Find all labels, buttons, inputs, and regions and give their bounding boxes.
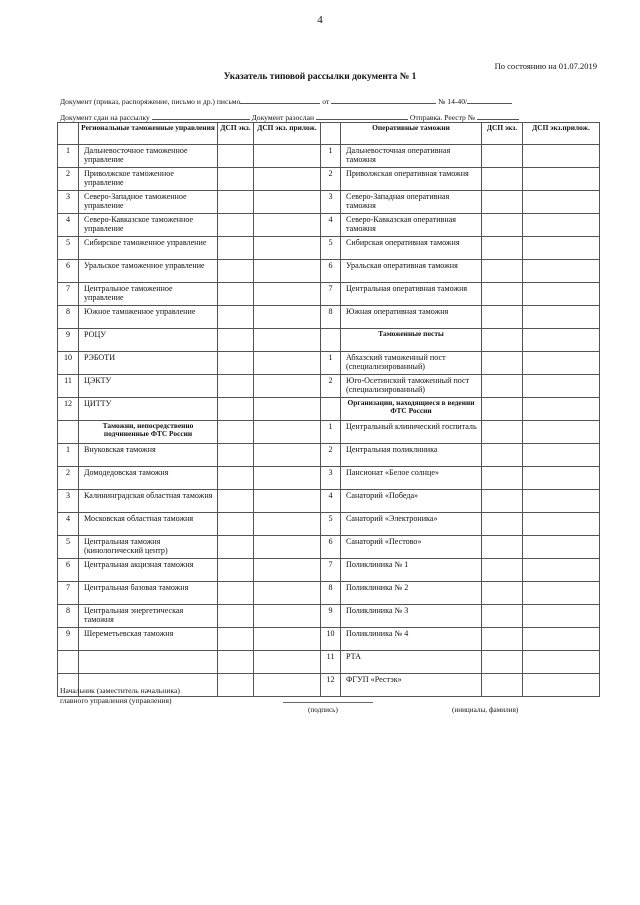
left-dsp-attachments-cell[interactable] xyxy=(254,628,321,651)
left-dsp-attachments-cell[interactable] xyxy=(254,168,321,191)
left-row-number: 9 xyxy=(58,628,79,651)
left-dsp-attachments-cell[interactable] xyxy=(254,191,321,214)
left-row-number: 3 xyxy=(58,191,79,214)
right-dsp-attachments-cell[interactable] xyxy=(523,467,600,490)
right-dsp-copies-cell[interactable] xyxy=(482,214,523,237)
table-row xyxy=(58,559,600,582)
left-row-number: 6 xyxy=(58,559,79,582)
left-dsp-attachments-cell[interactable] xyxy=(254,605,321,628)
table-row xyxy=(58,536,600,559)
left-dsp-attachments-cell[interactable] xyxy=(254,375,321,398)
table-header-row xyxy=(58,123,600,145)
left-dsp-copies-cell[interactable] xyxy=(218,306,254,329)
right-dsp-attachments-cell[interactable] xyxy=(523,329,600,352)
left-recipient-name: РЭБОТИ xyxy=(79,352,218,375)
right-dsp-copies-cell[interactable] xyxy=(482,467,523,490)
left-recipient-name: Центральная базовая таможня xyxy=(79,582,218,605)
left-row-number: 6 xyxy=(58,260,79,283)
table-row xyxy=(58,490,600,513)
right-recipient-name: Санаторий «Пестово» xyxy=(341,536,482,559)
left-dsp-attachments-cell[interactable] xyxy=(254,421,321,444)
left-row-number: 4 xyxy=(58,214,79,237)
right-row-number: 1 xyxy=(321,145,341,168)
right-row-number xyxy=(321,398,341,421)
right-recipient-name: Поликлиника № 3 xyxy=(341,605,482,628)
right-dsp-attachments-cell[interactable] xyxy=(523,352,600,375)
table-row xyxy=(58,352,600,375)
left-recipient-name xyxy=(79,651,218,674)
right-dsp-attachments-cell[interactable] xyxy=(523,237,600,260)
left-row-number: 2 xyxy=(58,168,79,191)
right-row-number xyxy=(321,329,341,352)
right-dsp-attachments-cell[interactable] xyxy=(523,651,600,674)
table-row xyxy=(58,628,600,651)
left-row-number: 3 xyxy=(58,490,79,513)
left-dsp-attachments-cell[interactable] xyxy=(254,490,321,513)
document-number-label: № 14-40/ xyxy=(438,97,468,106)
right-dsp-attachments-cell[interactable] xyxy=(523,260,600,283)
right-dsp-copies-cell[interactable] xyxy=(482,352,523,375)
sent-field[interactable] xyxy=(316,111,408,120)
left-dsp-attachments-cell[interactable] xyxy=(254,398,321,421)
right-row-number: 1 xyxy=(321,352,341,375)
right-dsp-copies-cell[interactable] xyxy=(482,375,523,398)
distribution-table xyxy=(57,122,600,697)
right-dsp-copies-cell[interactable] xyxy=(482,444,523,467)
left-recipient-name: Сибирское таможенное управление xyxy=(79,237,218,260)
left-row-number: 9 xyxy=(58,329,79,352)
left-dsp-copies-cell[interactable] xyxy=(218,329,254,352)
right-dsp-copies-cell[interactable] xyxy=(482,674,523,697)
left-recipient-name: Центральная энергетическая таможня xyxy=(79,605,218,628)
left-dsp-attachments-cell[interactable] xyxy=(254,559,321,582)
right-row-number: 3 xyxy=(321,191,341,214)
sent-label: Документ разослан xyxy=(251,113,315,122)
dispatch-register-label: Отправка. Реестр № xyxy=(409,113,475,122)
left-row-number: 4 xyxy=(58,513,79,536)
right-dsp-copies-cell[interactable] xyxy=(482,237,523,260)
right-dsp-copies-cell[interactable] xyxy=(482,398,523,421)
right-row-number: 2 xyxy=(321,168,341,191)
table-row xyxy=(58,237,600,260)
left-dsp-copies-header: ДСП экз. xyxy=(218,123,254,145)
left-dsp-copies-cell[interactable] xyxy=(218,168,254,191)
left-recipient-name: Центральная акцизная таможня xyxy=(79,559,218,582)
table-row xyxy=(58,191,600,214)
signer-role-line-2: главного управления (управления) xyxy=(60,696,172,705)
table-row xyxy=(58,283,600,306)
left-recipient-name: Московская областная таможня xyxy=(79,513,218,536)
right-row-number: 6 xyxy=(321,536,341,559)
table-row xyxy=(58,444,600,467)
left-dsp-copies-cell[interactable] xyxy=(218,605,254,628)
left-dsp-copies-cell[interactable] xyxy=(218,191,254,214)
document-type-label: Документ (приказ, распоряжение, письмо и др.) письмо xyxy=(60,97,241,106)
right-recipient-name: Центральный клинический госпиталь xyxy=(341,421,482,444)
left-recipient-name: ЦИТТУ xyxy=(79,398,218,421)
right-recipient-name: Центральная оперативная таможня xyxy=(341,283,482,306)
right-dsp-attachments-cell[interactable] xyxy=(523,145,600,168)
right-recipient-name: Поликлиника № 2 xyxy=(341,582,482,605)
left-recipient-name: Центральное таможенное управление xyxy=(79,283,218,306)
initials-name-caption: (инициалы, фамилия) xyxy=(452,706,519,714)
left-dsp-copies-cell[interactable] xyxy=(218,444,254,467)
table-row xyxy=(58,651,600,674)
table-row xyxy=(58,260,600,283)
dispatch-line xyxy=(60,111,519,122)
left-dsp-attachments-cell[interactable] xyxy=(254,444,321,467)
right-dsp-copies-cell[interactable] xyxy=(482,651,523,674)
left-row-number: 1 xyxy=(58,145,79,168)
left-dsp-copies-cell[interactable] xyxy=(218,421,254,444)
date-from-label: от xyxy=(322,97,330,106)
left-row-number: 7 xyxy=(58,582,79,605)
right-dsp-attachments-cell[interactable] xyxy=(523,559,600,582)
left-row-number: 7 xyxy=(58,283,79,306)
left-column-header: Региональные таможенные управления xyxy=(79,123,218,145)
left-dsp-copies-cell[interactable] xyxy=(218,674,254,697)
right-dsp-copies-cell[interactable] xyxy=(482,605,523,628)
right-recipient-name: Уральская оперативная таможня xyxy=(341,260,482,283)
date-field[interactable] xyxy=(331,95,436,104)
left-dsp-attachments-cell[interactable] xyxy=(254,214,321,237)
right-recipient-name: Приволжская оперативная таможня xyxy=(341,168,482,191)
right-recipient-name: Юго-Осетинский таможенный пост (специализированный) xyxy=(341,375,482,398)
right-dsp-copies-cell[interactable] xyxy=(482,306,523,329)
left-row-number xyxy=(58,651,79,674)
left-dsp-attachments-cell[interactable] xyxy=(254,306,321,329)
right-dsp-attachments-cell[interactable] xyxy=(523,191,600,214)
left-row-number: 10 xyxy=(58,352,79,375)
right-row-number: 3 xyxy=(321,467,341,490)
right-recipient-name: ФГУП «Рестэк» xyxy=(341,674,482,697)
left-row-number xyxy=(58,421,79,444)
right-recipient-name: Поликлиника № 4 xyxy=(341,628,482,651)
right-row-number: 8 xyxy=(321,306,341,329)
right-dsp-attachments-header: ДСП экз.прилож. xyxy=(523,123,600,145)
left-dsp-attachments-cell[interactable] xyxy=(254,237,321,260)
left-recipient-name: Шереметьевская таможня xyxy=(79,628,218,651)
right-dsp-copies-cell[interactable] xyxy=(482,559,523,582)
left-recipient-name: Домодедовская таможня xyxy=(79,467,218,490)
right-row-number: 4 xyxy=(321,490,341,513)
table-row xyxy=(58,605,600,628)
right-number-header xyxy=(321,123,341,145)
right-dsp-copies-cell[interactable] xyxy=(482,260,523,283)
document-type-line xyxy=(60,95,512,106)
right-dsp-attachments-cell[interactable] xyxy=(523,513,600,536)
right-row-number: 5 xyxy=(321,513,341,536)
right-dsp-attachments-cell[interactable] xyxy=(523,582,600,605)
right-row-number: 1 xyxy=(321,421,341,444)
right-dsp-copies-cell[interactable] xyxy=(482,582,523,605)
table-row xyxy=(58,398,600,421)
right-dsp-copies-header: ДСП экз. xyxy=(482,123,523,145)
right-row-number: 10 xyxy=(321,628,341,651)
left-dsp-attachments-cell[interactable] xyxy=(254,674,321,697)
left-dsp-copies-cell[interactable] xyxy=(218,490,254,513)
right-recipient-name: Абхазский таможенный пост (специализированный) xyxy=(341,352,482,375)
right-dsp-attachments-cell[interactable] xyxy=(523,536,600,559)
right-row-number: 5 xyxy=(321,237,341,260)
right-dsp-attachments-cell[interactable] xyxy=(523,421,600,444)
right-dsp-attachments-cell[interactable] xyxy=(523,490,600,513)
left-dsp-copies-cell[interactable] xyxy=(218,352,254,375)
left-dsp-copies-cell[interactable] xyxy=(218,651,254,674)
document-title: Указатель типовой рассылки документа № 1 xyxy=(223,72,417,82)
page-number: 4 xyxy=(317,14,323,26)
right-row-number: 6 xyxy=(321,260,341,283)
left-dsp-copies-cell[interactable] xyxy=(218,559,254,582)
right-row-number: 12 xyxy=(321,674,341,697)
right-dsp-attachments-cell[interactable] xyxy=(523,168,600,191)
right-dsp-copies-cell[interactable] xyxy=(482,168,523,191)
right-section-heading: Организации, находящиеся в ведении ФТС России xyxy=(341,398,482,421)
right-row-number: 7 xyxy=(321,559,341,582)
left-recipient-name: Южное таможенное управление xyxy=(79,306,218,329)
left-dsp-copies-cell[interactable] xyxy=(218,513,254,536)
left-dsp-attachments-header: ДСП экз. прилож. xyxy=(254,123,321,145)
table-row xyxy=(58,582,600,605)
right-dsp-attachments-cell[interactable] xyxy=(523,444,600,467)
right-dsp-copies-cell[interactable] xyxy=(482,283,523,306)
document-number-field[interactable] xyxy=(467,95,512,104)
table-row xyxy=(58,421,600,444)
right-row-number: 11 xyxy=(321,651,341,674)
left-dsp-attachments-cell[interactable] xyxy=(254,283,321,306)
document-type-field[interactable] xyxy=(240,95,320,104)
right-dsp-attachments-cell[interactable] xyxy=(523,674,600,697)
submitted-field[interactable] xyxy=(152,111,250,120)
right-dsp-copies-cell[interactable] xyxy=(482,628,523,651)
left-row-number: 8 xyxy=(58,605,79,628)
signature-caption: (подпись) xyxy=(308,706,338,714)
right-row-number: 2 xyxy=(321,375,341,398)
right-dsp-attachments-cell[interactable] xyxy=(523,375,600,398)
left-dsp-copies-cell[interactable] xyxy=(218,582,254,605)
table-row xyxy=(58,329,600,352)
right-recipient-name: РТА xyxy=(341,651,482,674)
left-recipient-name: Дальневосточное таможенное управление xyxy=(79,145,218,168)
left-row-number: 2 xyxy=(58,467,79,490)
left-row-number: 8 xyxy=(58,306,79,329)
left-recipient-name: РОЦУ xyxy=(79,329,218,352)
right-dsp-copies-cell[interactable] xyxy=(482,513,523,536)
left-dsp-attachments-cell[interactable] xyxy=(254,260,321,283)
signature-line[interactable] xyxy=(283,702,373,703)
right-recipient-name: Северо-Кавказская оперативная таможня xyxy=(341,214,482,237)
right-dsp-attachments-cell[interactable] xyxy=(523,214,600,237)
right-dsp-copies-cell[interactable] xyxy=(482,191,523,214)
right-dsp-attachments-cell[interactable] xyxy=(523,605,600,628)
left-recipient-name: Внуковская таможня xyxy=(79,444,218,467)
table-row xyxy=(58,375,600,398)
register-number-field[interactable] xyxy=(477,111,519,120)
left-dsp-copies-cell[interactable] xyxy=(218,536,254,559)
right-column-header: Оперативные таможни xyxy=(341,123,482,145)
left-dsp-attachments-cell[interactable] xyxy=(254,329,321,352)
left-dsp-attachments-cell[interactable] xyxy=(254,352,321,375)
right-recipient-name: Южная оперативная таможня xyxy=(341,306,482,329)
table-row xyxy=(58,467,600,490)
left-row-number: 1 xyxy=(58,444,79,467)
right-dsp-copies-cell[interactable] xyxy=(482,536,523,559)
right-row-number: 4 xyxy=(321,214,341,237)
right-recipient-name: Санаторий «Электроника» xyxy=(341,513,482,536)
right-row-number: 2 xyxy=(321,444,341,467)
left-dsp-attachments-cell[interactable] xyxy=(254,145,321,168)
right-dsp-attachments-cell[interactable] xyxy=(523,306,600,329)
left-row-number: 5 xyxy=(58,237,79,260)
left-dsp-copies-cell[interactable] xyxy=(218,214,254,237)
left-dsp-copies-cell[interactable] xyxy=(218,283,254,306)
left-dsp-copies-cell[interactable] xyxy=(218,260,254,283)
left-row-number: 5 xyxy=(58,536,79,559)
table-row xyxy=(58,168,600,191)
left-section-heading: Таможни, непосредственно подчиненные ФТС России xyxy=(79,421,218,444)
right-dsp-copies-cell[interactable] xyxy=(482,145,523,168)
right-recipient-name: Санаторий «Победа» xyxy=(341,490,482,513)
left-number-header xyxy=(58,123,79,145)
right-row-number: 8 xyxy=(321,582,341,605)
table-row xyxy=(58,306,600,329)
left-recipient-name: Уральское таможенное управление xyxy=(79,260,218,283)
left-recipient-name: Центральная таможня (кинологический центр) xyxy=(79,536,218,559)
signer-role-line-1: Начальник (заместитель начальника) xyxy=(60,686,180,695)
left-dsp-copies-cell[interactable] xyxy=(218,375,254,398)
right-recipient-name: Северо-Западная оперативная таможня xyxy=(341,191,482,214)
left-row-number: 12 xyxy=(58,398,79,421)
submitted-label: Документ сдан на рассылку xyxy=(60,113,150,122)
right-dsp-attachments-cell[interactable] xyxy=(523,628,600,651)
left-dsp-copies-cell[interactable] xyxy=(218,398,254,421)
left-recipient-name: Приволжское таможенное управление xyxy=(79,168,218,191)
left-dsp-copies-cell[interactable] xyxy=(218,628,254,651)
right-recipient-name: Дальневосточная оперативная таможня xyxy=(341,145,482,168)
right-section-heading: Таможенные посты xyxy=(341,329,482,352)
table-row xyxy=(58,214,600,237)
left-recipient-name: Калининградская областная таможня xyxy=(79,490,218,513)
left-dsp-attachments-cell[interactable] xyxy=(254,651,321,674)
right-row-number: 7 xyxy=(321,283,341,306)
right-recipient-name: Центральная поликлиника xyxy=(341,444,482,467)
right-row-number: 9 xyxy=(321,605,341,628)
left-dsp-copies-cell[interactable] xyxy=(218,237,254,260)
left-recipient-name: Северо-Кавказское таможенное управление xyxy=(79,214,218,237)
left-recipient-name: ЦЭКТУ xyxy=(79,375,218,398)
status-date: По состоянию на 01.07.2019 xyxy=(494,61,597,71)
right-dsp-attachments-cell[interactable] xyxy=(523,283,600,306)
left-dsp-attachments-cell[interactable] xyxy=(254,582,321,605)
right-dsp-copies-cell[interactable] xyxy=(482,421,523,444)
left-dsp-attachments-cell[interactable] xyxy=(254,513,321,536)
left-dsp-attachments-cell[interactable] xyxy=(254,536,321,559)
left-dsp-copies-cell[interactable] xyxy=(218,467,254,490)
right-recipient-name: Сибирская оперативная таможня xyxy=(341,237,482,260)
left-recipient-name: Северо-Западное таможенное управление xyxy=(79,191,218,214)
right-recipient-name: Поликлиника № 1 xyxy=(341,559,482,582)
right-recipient-name: Пансионат «Белое солнце» xyxy=(341,467,482,490)
left-row-number: 11 xyxy=(58,375,79,398)
table-row xyxy=(58,145,600,168)
right-dsp-copies-cell[interactable] xyxy=(482,490,523,513)
left-dsp-attachments-cell[interactable] xyxy=(254,467,321,490)
table-row xyxy=(58,513,600,536)
right-dsp-attachments-cell[interactable] xyxy=(523,398,600,421)
right-dsp-copies-cell[interactable] xyxy=(482,329,523,352)
left-dsp-copies-cell[interactable] xyxy=(218,145,254,168)
